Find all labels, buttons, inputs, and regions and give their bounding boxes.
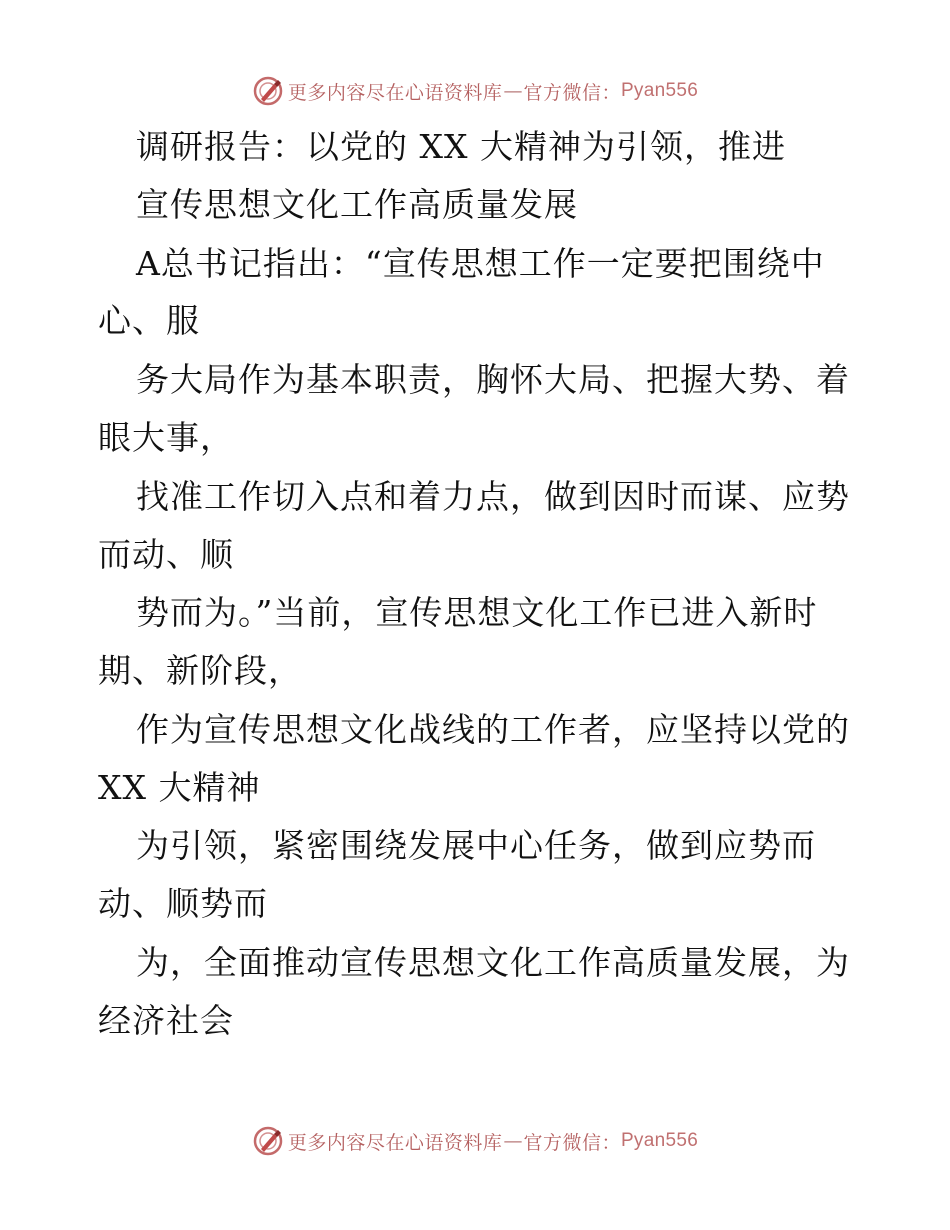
text-line: 而动、顺 xyxy=(98,535,234,574)
watermark-site-text: 更多内容尽在心语资料库 xyxy=(287,1131,503,1154)
text-line: 调研报告：以党的 XX 大精神为引领，推进 xyxy=(136,127,786,166)
text-line: A总书记指出：“宣传思想工作一定要把围绕中 xyxy=(136,244,825,283)
text-line: 经济社会 xyxy=(98,1001,234,1040)
header-watermark xyxy=(0,71,950,111)
watermark-label: 官方微信： xyxy=(523,1131,621,1154)
text-line: 势而为。”当前，宣传思想文化工作已进入新时 xyxy=(136,593,818,632)
watermark-site-text: 更多内容尽在心语资料库 xyxy=(287,81,503,104)
text-line: 找准工作切入点和着力点，做到因时而谋、应势 xyxy=(136,477,850,516)
text-line: 眼大事， xyxy=(98,418,234,457)
pen-logo-icon xyxy=(252,1125,284,1157)
watermark-dash: — xyxy=(503,80,523,102)
text-line: 作为宣传思想文化战线的工作者，应坚持以党的 xyxy=(136,710,850,749)
footer-watermark xyxy=(0,1121,950,1161)
text-line: XX 大精神 xyxy=(98,768,261,807)
watermark-wechat-id: Pyan556 xyxy=(620,1130,699,1151)
text-line: 为，全面推动宣传思想文化工作高质量发展，为 xyxy=(136,943,850,982)
watermark-label: 官方微信： xyxy=(523,81,621,104)
text-line: 心、服 xyxy=(98,301,200,340)
watermark-dash: — xyxy=(503,1130,523,1152)
text-line: 动、顺势而 xyxy=(98,884,268,923)
watermark-wechat-id: Pyan556 xyxy=(620,80,699,101)
text-line: 期、新阶段， xyxy=(98,651,302,690)
text-line: 为引领，紧密围绕发展中心任务，做到应势而 xyxy=(136,826,816,865)
pen-logo-icon xyxy=(252,75,284,107)
text-line: 宣传思想文化工作高质量发展 xyxy=(136,185,578,224)
text-line: 务大局作为基本职责，胸怀大局、把握大势、着 xyxy=(136,360,850,399)
